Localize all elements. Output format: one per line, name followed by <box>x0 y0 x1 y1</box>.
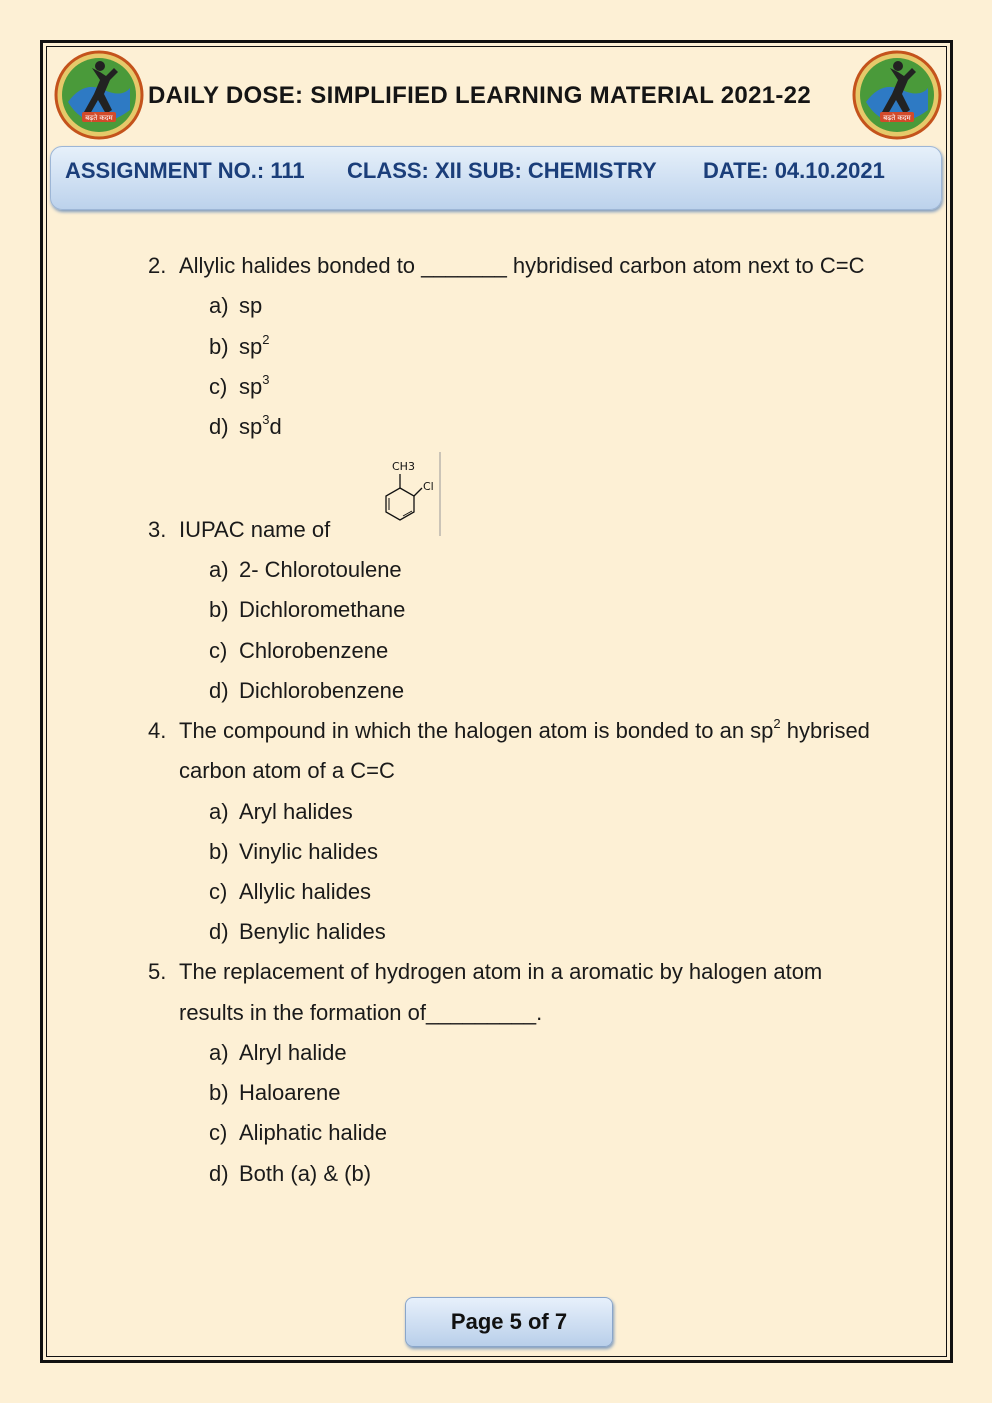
question-number: 2. <box>148 253 167 278</box>
assignment-info-bar <box>50 146 942 210</box>
option-text: Dichlorobenzene <box>239 678 405 703</box>
assignment-number: ASSIGNMENT NO.: 111 <box>65 158 305 183</box>
option-text: $sp^3$ <box>239 372 270 399</box>
option-text: Haloarene <box>239 1080 341 1105</box>
question-text: The replacement of hydrogen atom in a aromatic by halogen atom <box>179 959 823 984</box>
option-letter: a) <box>209 293 229 318</box>
option-text: Both (a) & (b) <box>239 1161 372 1186</box>
question-number: 4. <box>148 718 167 743</box>
option-letter: d) <box>209 1161 229 1186</box>
option-text: Vinylic halides <box>239 839 379 864</box>
question-text-continued: results in the formation of_________. <box>179 1000 543 1025</box>
option-text: Chlorobenzene <box>239 638 389 663</box>
option-text: Aliphatic halide <box>239 1120 387 1145</box>
option-letter: b) <box>209 839 229 864</box>
question-number: 3. <box>148 517 167 542</box>
methyl-label: CH3 <box>392 460 415 473</box>
option-text: $sp^3d$ <box>239 412 282 439</box>
question-text: The compound in which the halogen atom is bonded to an $sp^2$ hybrised <box>179 716 870 743</box>
logo-text: बढ़ते कदम <box>85 114 113 122</box>
page-indicator: Page 5 of 7 <box>405 1297 613 1347</box>
option-letter: b) <box>209 1080 229 1105</box>
option-letter: b) <box>209 597 229 622</box>
logo-text: बढ़ते कदम <box>883 114 911 122</box>
option-letter: d) <box>209 678 229 703</box>
option-letter: d) <box>209 414 229 439</box>
question-text: Allylic halides bonded to _______ hybridised carbon atom next to C=C <box>179 253 865 278</box>
question-text: IUPAC name of <box>179 517 331 542</box>
question-number: 5. <box>148 959 167 984</box>
option-text: Benylic halides <box>239 919 386 944</box>
option-text: $sp^2$ <box>239 332 270 359</box>
option-letter: a) <box>209 799 229 824</box>
option-text: Dichloromethane <box>239 597 406 622</box>
option-letter: d) <box>209 919 229 944</box>
chlorotoluene-structure <box>372 450 442 538</box>
option-letter: c) <box>209 879 228 904</box>
question-text-continued: carbon atom of a C=C <box>179 758 395 783</box>
option-letter: b) <box>209 334 229 359</box>
option-letter: a) <box>209 557 229 582</box>
chloro-label: Cl <box>423 480 434 493</box>
class-subject: CLASS: XII SUB: CHEMISTRY <box>347 158 657 183</box>
page-border-inner <box>46 46 947 1357</box>
option-letter: c) <box>209 1120 228 1145</box>
option-letter: a) <box>209 1040 229 1065</box>
school-logo-right <box>852 50 942 140</box>
document-title: DAILY DOSE: SIMPLIFIED LEARNING MATERIAL 2021-22 <box>148 82 811 109</box>
assignment-date: DATE: 04.10.2021 <box>703 158 885 183</box>
option-text: sp <box>239 293 263 318</box>
option-text: Aryl halides <box>239 799 353 824</box>
option-text: 2- Chlorotoulene <box>239 557 402 582</box>
option-text: Alryl halide <box>239 1040 347 1065</box>
option-text: Allylic halides <box>239 879 372 904</box>
school-logo-left <box>54 50 144 140</box>
option-letter: c) <box>209 374 228 399</box>
option-letter: c) <box>209 638 228 663</box>
